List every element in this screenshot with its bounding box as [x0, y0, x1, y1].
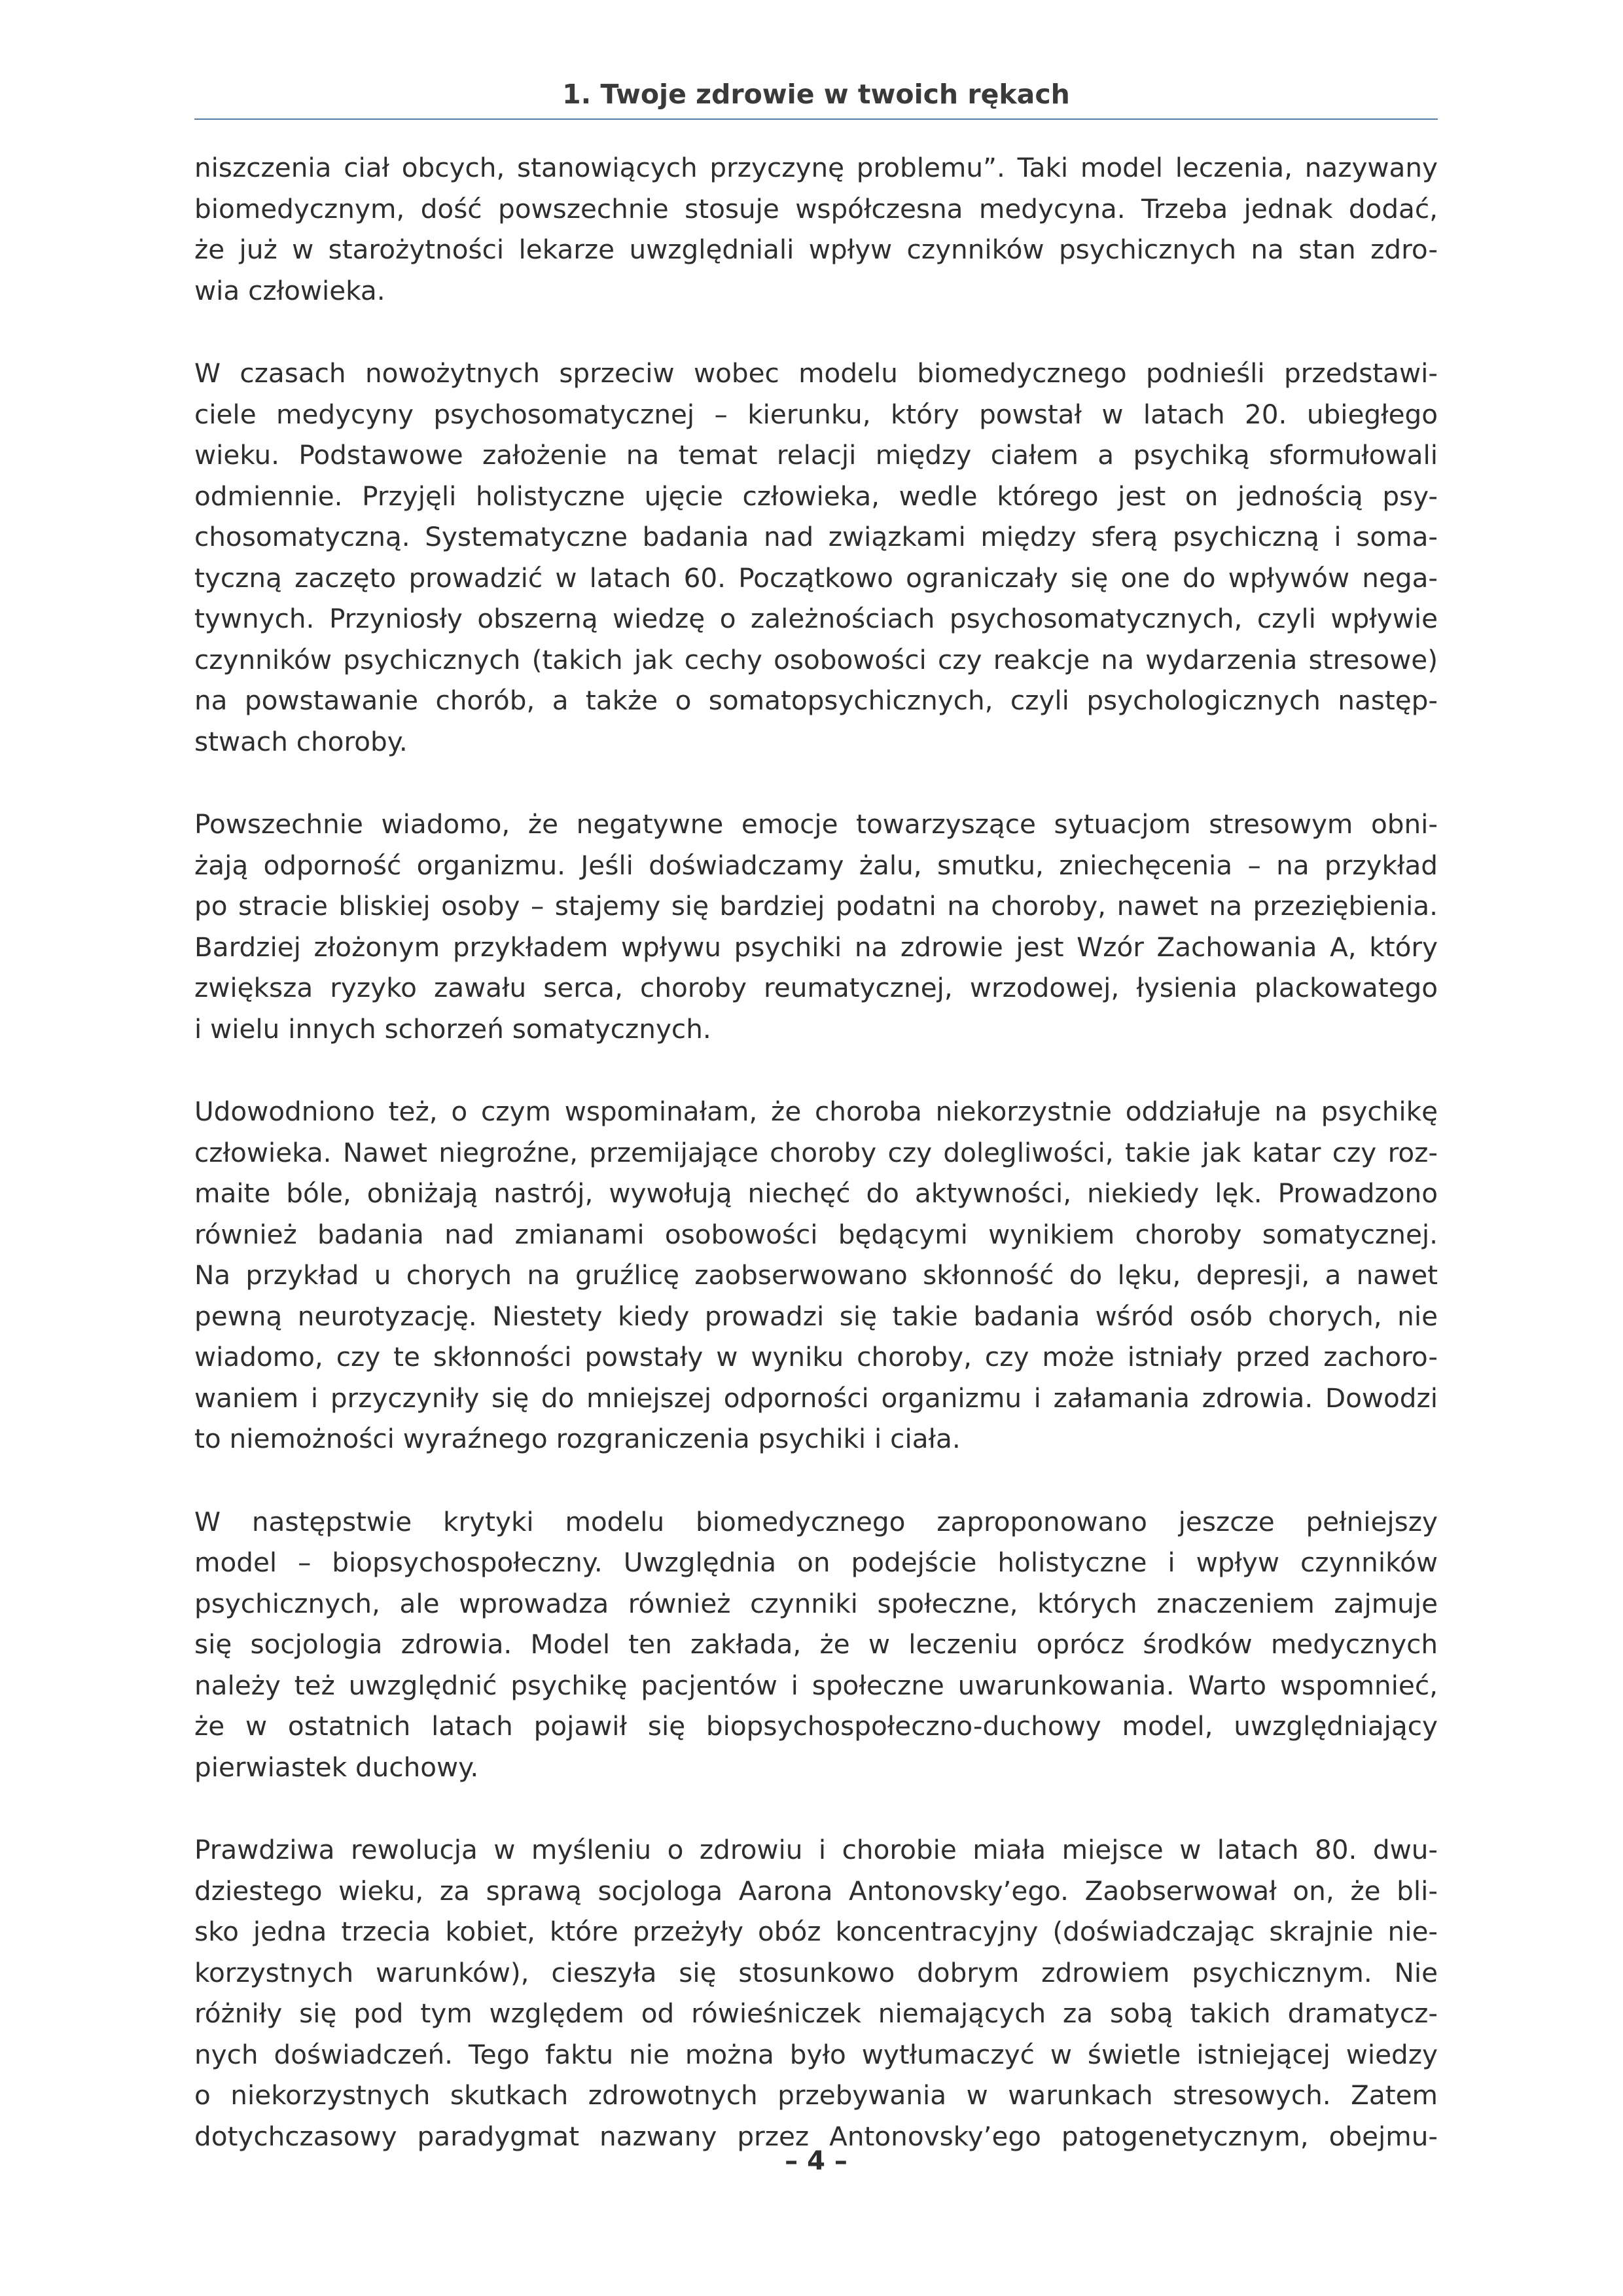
text-line: W następstwie krytyki modelu biomedycznego zaproponowano jeszcze pełniejszy — [194, 1505, 1438, 1537]
text-line: wia człowieka. — [194, 274, 385, 306]
paragraph — [194, 1501, 1438, 1788]
text-line: tyczną zaczęto prowadzić w latach 60. Początkowo ograniczały się one do wpływów nega- — [194, 562, 1438, 594]
text-line: W czasach nowożytnych sprzeciw wobec modelu biomedycznego podnieśli przedstawi- — [194, 357, 1438, 389]
text-line: dotychczasowy paradygmat nazwany przez Antonovsky’ego patogenetycznym, obejmu- — [194, 2120, 1438, 2152]
text-line: biomedycznym, dość powszechnie stosuje współczesna medycyna. Trzeba jednak dodać, — [194, 192, 1438, 224]
text-line: Udowodniono też, o czym wspominałam, że choroba niekorzystnie oddziałuje na psychikę — [194, 1096, 1438, 1127]
text-line: pewną neurotyzację. Niestety kiedy prowadzi się takie badania wśród osób chorych, nie — [194, 1300, 1438, 1332]
text-line: wieku. Podstawowe założenie na temat relacji między ciałem a psychiką sformułowali — [194, 439, 1438, 471]
paragraph — [194, 147, 1438, 311]
text-line: pierwiastek duchowy. — [194, 1751, 479, 1783]
text-line: dziestego wieku, za sprawą socjologa Aarona Antonovsky’ego. Zaobserwował on, że bli- — [194, 1874, 1438, 1907]
text-line: stwach choroby. — [194, 725, 408, 757]
body-text — [194, 147, 1438, 2198]
text-line: na powstawanie chorób, a także o somatopsychicznych, czyli psychologicznych następ- — [194, 685, 1438, 716]
text-line: po stracie bliskiej osoby – stajemy się bardziej podatni na choroby, nawet na przeziębienia. — [194, 890, 1438, 922]
text-line: człowieka. Nawet niegroźne, przemijające choroby czy dolegliwości, takie jak katar czy roz- — [194, 1136, 1438, 1168]
text-line: wiadomo, czy te skłonności powstały w wyniku choroby, czy może istniały przed zachoro- — [194, 1341, 1438, 1372]
text-line: tywnych. Przyniosły obszerną wiedzę o zależnościach psychosomatycznych, czyli wpływie — [194, 603, 1438, 634]
text-line: model – biopsychospołeczny. Uwzględnia on podejście holistyczne i wpływ czynników — [194, 1547, 1438, 1578]
text-line: Na przykład u chorych na gruźlicę zaobserwowano skłonność do lęku, depresji, a nawet — [194, 1259, 1438, 1291]
paragraph — [194, 353, 1438, 762]
text-line: Bardziej złożonym przykładem wpływu psychiki na zdrowie jest Wzór Zachowania A, który — [194, 931, 1438, 963]
text-line: się socjologia zdrowia. Model ten zakłada, że w leczeniu oprócz środków medycznych — [194, 1628, 1438, 1660]
text-line: nych doświadczeń. Tego faktu nie można było wytłumaczyć w świetle istniejącej wiedzy — [194, 2038, 1438, 2070]
page-number: – 4 – — [785, 2146, 847, 2176]
paragraph — [194, 1829, 1438, 2157]
text-line: zwiększa ryzyko zawału serca, choroby reumatycznej, wrzodowej, łysienia plackowatego — [194, 972, 1438, 1003]
text-line: Prawdziwa rewolucja w myśleniu o zdrowiu i chorobie miała miejsce w latach 80. dwu- — [194, 1834, 1438, 1865]
text-line: i wielu innych schorzeń somatycznych. — [194, 1013, 711, 1045]
text-line: ciele medycyny psychosomatycznej – kierunku, który powstał w latach 20. ubiegłego — [194, 398, 1438, 430]
text-line: waniem i przyczyniły się do mniejszej odporności organizmu i załamania zdrowia. Dowodzi — [194, 1382, 1438, 1414]
running-header-title: 1. Twoje zdrowie w twoich rękach — [562, 79, 1070, 110]
text-line: że już w starożytności lekarze uwzględniali wpływ czynników psychicznych na stan zdro- — [194, 234, 1438, 265]
text-line: to niemożności wyraźnego rozgraniczenia psychiki i ciała. — [194, 1423, 961, 1454]
text-line: różniły się pod tym względem od rówieśniczek niemających za sobą takich dramatycz- — [194, 1998, 1438, 2029]
text-line: należy też uwzględnić psychikę pacjentów i społeczne uwarunkowania. Warto wspomnieć, — [194, 1669, 1438, 1701]
paragraph — [194, 1091, 1438, 1460]
text-line: czynników psychicznych (takich jak cechy osobowości czy reakcje na wydarzenia stresowe) — [194, 643, 1438, 675]
text-line: że w ostatnich latach pojawił się biopsychospołeczno-duchowy model, uwzględniający — [194, 1710, 1438, 1742]
paragraph — [194, 804, 1438, 1049]
text-line: o niekorzystnych skutkach zdrowotnych przebywania w warunkach stresowych. Zatem — [194, 2079, 1438, 2111]
text-line: maite bóle, obniżają nastrój, wywołują niechęć do aktywności, niekiedy lęk. Prowadzono — [194, 1177, 1438, 1209]
text-line: korzystnych warunków), cieszyła się stosunkowo dobrym zdrowiem psychicznym. Nie — [194, 1956, 1438, 1988]
header-divider — [194, 118, 1438, 120]
text-line: żają odporność organizmu. Jeśli doświadczamy żalu, smutku, zniechęcenia – na przykład — [194, 849, 1438, 881]
text-line: Powszechnie wiadomo, że negatywne emocje towarzyszące sytuacjom stresowym obni- — [194, 808, 1438, 840]
text-line: niszczenia ciał obcych, stanowiących przyczynę problemu”. Taki model leczenia, nazywany — [194, 152, 1438, 183]
text-line: chosomatyczną. Systematyczne badania nad związkami między sferą psychiczną i soma- — [194, 521, 1438, 552]
text-line: psychicznych, ale wprowadza również czynniki społeczne, których znaczeniem zajmuje — [194, 1587, 1438, 1619]
text-line: również badania nad zmianami osobowości będącymi wynikiem choroby somatycznej. — [194, 1218, 1438, 1250]
text-line: odmiennie. Przyjęli holistyczne ujęcie człowieka, wedle którego jest on jednością psy- — [194, 480, 1438, 512]
text-line: sko jedna trzecia kobiet, które przeżyły obóz koncentracyjny (doświadczając skrajnie nie- — [194, 1916, 1438, 1947]
